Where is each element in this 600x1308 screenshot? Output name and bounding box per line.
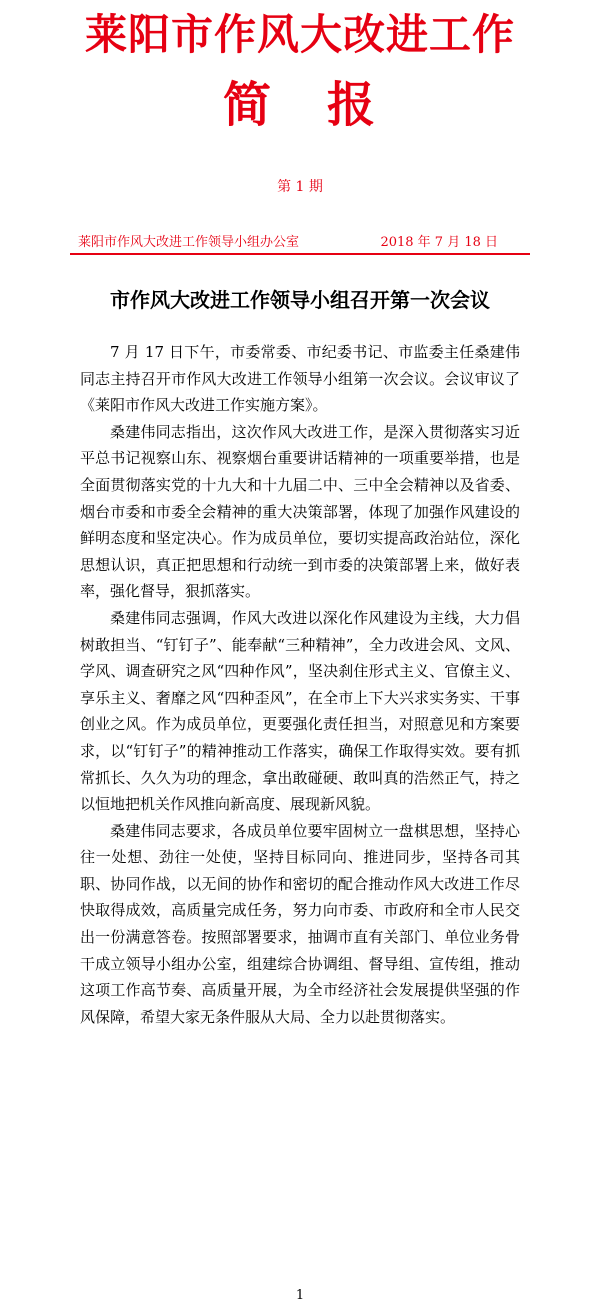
issue-number: 第 1 期	[277, 179, 323, 195]
article-body	[80, 339, 520, 1030]
issue-date: 2018 年 7 月 18 日	[380, 235, 498, 250]
paragraph-3: 桑建伟同志强调，作风大改进以深化作风建设为主线，大力倡树敢担当、“钉钉子”、能奉献“三种精神”，全力改进会风、文风、学风、调查研究之风“四种作风”，坚决刹住形式主义、官僚主义、享乐主义、奢靡之风“四种歪风”，在全市上下大兴求实务实、干事创业之风。作为成员单位，更要强化责任担当，对照意见和方案要求，以“钉钉子”的精神推动工作落实，确保工作取得实效。要有抓常抓长、久久为功的理念，拿出敢碰硬、敢叫真的浩然正气，持之以恒地把机关作风推向新高度、展现新风貌。	[80, 608, 520, 814]
paragraph-4: 桑建伟同志要求，各成员单位要牢固树立一盘棋思想，坚持心往一处想、劲往一处使，坚持目标同向、推进同步，坚持各司其职、协同作战，以无间的协作和密切的配合推动作风大改进工作尽快取得成效，高质量完成任务，努力向市委、市政府和全市人民交出一份满意答卷。按照部署要求，抽调市直有关部门、单位业务骨干成立领导小组办公室，组建综合协调组、督导组、宣传组，推动这项工作高节奏、高质量开展，为全市经济社会发展提供坚强的作风保障，希望大家无条件服从大局、全力以赴贯彻落实。	[80, 821, 520, 1026]
masthead-subtitle-part1: 简	[222, 77, 273, 133]
paragraph-2: 桑建伟同志指出，这次作风大改进工作，是深入贯彻落实习近平总书记视察山东、视察烟台重要讲话精神的一项重要举措，也是全面贯彻落实党的十九大和十九届二中、三中全会精神以及省委、烟台市委和市委全会精神的重大决策部署，体现了加强作风建设的鲜明态度和坚定决心。作为成员单位，要切实提高政治站位，深化思想认识，真正把思想和行动统一到市委的决策部署上来，做好表率，强化督导，狠抓落实。	[80, 422, 520, 601]
header-divider	[70, 253, 530, 255]
issuer: 莱阳市作风大改进工作领导小组办公室	[78, 235, 300, 250]
masthead-title: 莱阳市作风大改进工作	[84, 10, 515, 59]
masthead-subtitle-part2: 报	[327, 77, 378, 133]
page-number: 1	[295, 1288, 305, 1303]
article-title: 市作风大改进工作领导小组召开第一次会议	[110, 288, 490, 312]
paragraph-1: 7 月 17 日下午，市委常委、市纪委书记、市监委主任桑建伟同志主持召开市作风大改进工作领导小组第一次会议。会议审议了《莱阳市作风大改进工作实施方案》。	[80, 343, 520, 415]
masthead-subtitle	[0, 66, 600, 135]
meta-row	[78, 231, 498, 250]
